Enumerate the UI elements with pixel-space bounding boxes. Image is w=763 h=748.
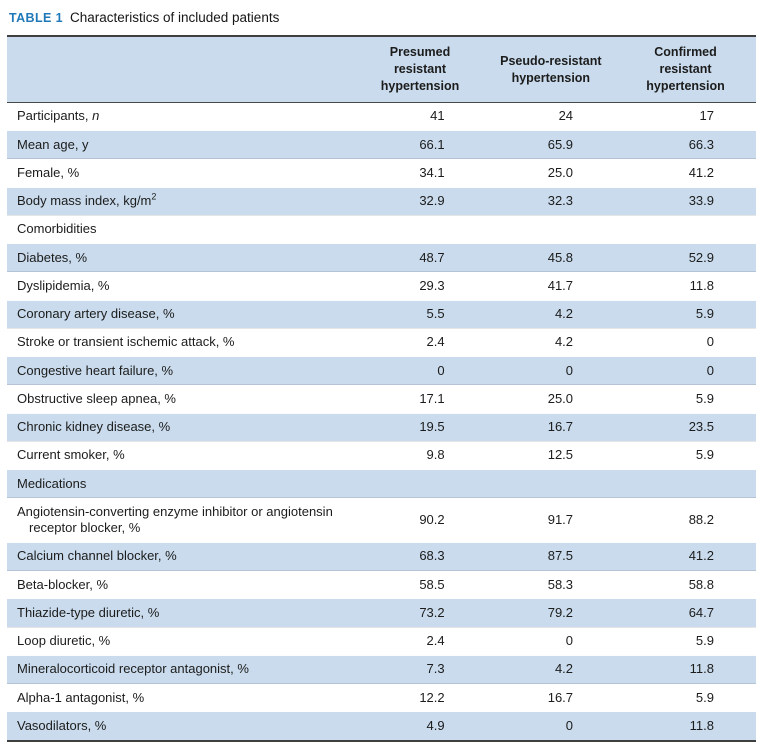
column-header-label: Presumed resistant hypertension	[380, 45, 460, 93]
row-value: 4.9	[353, 712, 486, 741]
row-value: 2.4	[353, 328, 486, 356]
table-row	[7, 655, 756, 683]
column-header-pseudo	[487, 36, 615, 102]
row-value: 32.9	[353, 187, 486, 215]
row-value: 0	[353, 357, 486, 385]
row-value: 5.9	[615, 627, 756, 655]
table-row	[7, 542, 756, 570]
table-number-tag: TABLE 1	[9, 11, 63, 25]
row-value: 33.9	[615, 187, 756, 215]
table-row	[7, 159, 756, 187]
table-row	[7, 300, 756, 328]
table-row	[7, 385, 756, 413]
row-label: Chronic kidney disease, %	[7, 413, 353, 441]
row-value: 0	[615, 357, 756, 385]
row-value: 5.9	[615, 300, 756, 328]
row-value: 29.3	[353, 272, 486, 300]
row-value: 16.7	[487, 684, 615, 712]
row-value: 41.7	[487, 272, 615, 300]
table-row	[7, 187, 756, 215]
row-value: 0	[487, 357, 615, 385]
row-value: 66.1	[353, 131, 486, 159]
row-value: 64.7	[615, 599, 756, 627]
row-label: Body mass index, $kg/m^2$	[7, 187, 353, 215]
table-row	[7, 441, 756, 469]
row-value: 5.9	[615, 441, 756, 469]
row-label: Calcium channel blocker, %	[7, 542, 353, 570]
row-value: 12.2	[353, 684, 486, 712]
table-row	[7, 413, 756, 441]
row-value: 65.9	[487, 131, 615, 159]
table-title-text: Characteristics of included patients	[69, 10, 280, 25]
patients-characteristics-table	[7, 35, 756, 741]
row-value: 4.2	[487, 300, 615, 328]
row-value: 68.3	[353, 542, 486, 570]
row-label: Congestive heart failure, %	[7, 357, 353, 385]
row-value: 41.2	[615, 159, 756, 187]
row-label: Stroke or transient ischemic attack, %	[7, 328, 353, 356]
row-value: 5.9	[615, 385, 756, 413]
row-value: 2.4	[353, 627, 486, 655]
row-label: Angiotensin-converting enzyme inhibitor or angiotensin receptor blocker, %	[7, 498, 353, 543]
row-value: 79.2	[487, 599, 615, 627]
row-value: 11.8	[615, 712, 756, 741]
row-value: 0	[487, 627, 615, 655]
row-label: Alpha-1 antagonist, %	[7, 684, 353, 712]
row-label: Participants, n	[17, 108, 100, 124]
row-value: 52.9	[615, 244, 756, 272]
row-label: Current smoker, %	[7, 441, 353, 469]
section-row	[7, 215, 756, 243]
row-value: 91.7	[487, 498, 615, 543]
row-label: Obstructive sleep apnea, %	[7, 385, 353, 413]
row-value: 66.3	[615, 131, 756, 159]
row-value: 41	[430, 108, 445, 124]
row-value: 17.1	[353, 385, 486, 413]
row-value: 90.2	[353, 498, 486, 543]
row-value: 0	[615, 328, 756, 356]
superscript-label-part: 2	[151, 191, 157, 202]
row-value: 32.3	[487, 187, 615, 215]
row-value: 12.5	[487, 441, 615, 469]
table-header	[7, 36, 756, 102]
row-label: Female, %	[7, 159, 353, 187]
row-value: 25.0	[487, 159, 615, 187]
row-value: 58.3	[487, 571, 615, 599]
row-value: 4.2	[487, 328, 615, 356]
column-header-confirmed	[615, 36, 756, 102]
row-label: Diabetes, %	[7, 244, 353, 272]
table-row	[7, 357, 756, 385]
row-label: Mineralocorticoid receptor antagonist, %	[7, 655, 353, 683]
row-value: 34.1	[353, 159, 486, 187]
row-label: Mean age, y	[7, 131, 353, 159]
table-body	[7, 102, 756, 740]
row-value: 9.8	[353, 441, 486, 469]
table-row	[7, 244, 756, 272]
row-label: Dyslipidemia, %	[7, 272, 353, 300]
row-value: 5.5	[353, 300, 486, 328]
row-value: 5.9	[615, 684, 756, 712]
table-title	[9, 10, 756, 26]
row-value: 41.2	[615, 542, 756, 570]
row-value: 23.5	[615, 413, 756, 441]
header-row	[7, 36, 756, 102]
table-row	[7, 498, 756, 543]
row-value: 25.0	[487, 385, 615, 413]
row-value: 7.3	[353, 655, 486, 683]
row-value: 87.5	[487, 542, 615, 570]
row-value: 19.5	[353, 413, 486, 441]
row-value: 73.2	[353, 599, 486, 627]
column-header-presumed	[353, 36, 486, 102]
table-row	[7, 131, 756, 159]
row-value: 4.2	[487, 655, 615, 683]
table-row	[7, 328, 756, 356]
row-value: 16.7	[487, 413, 615, 441]
row-label: Coronary artery disease, %	[7, 300, 353, 328]
row-value: 0	[487, 712, 615, 741]
table-row	[7, 571, 756, 599]
row-value: 11.8	[615, 272, 756, 300]
italic-label-part: n	[92, 108, 100, 124]
row-label: Loop diuretic, %	[7, 627, 353, 655]
row-value: 58.5	[353, 571, 486, 599]
row-value: 11.8	[615, 655, 756, 683]
row-value: 58.8	[615, 571, 756, 599]
table-row	[7, 712, 756, 741]
table-row	[7, 102, 756, 130]
row-value: 17	[699, 108, 714, 124]
section-label: Medications	[7, 470, 756, 498]
row-value: 45.8	[487, 244, 615, 272]
table-row	[7, 599, 756, 627]
row-value: 88.2	[615, 498, 756, 543]
table-row	[7, 684, 756, 712]
row-label: Vasodilators, %	[7, 712, 353, 741]
row-value: 48.7	[353, 244, 486, 272]
section-row	[7, 470, 756, 498]
column-header-label: Pseudo-resistant hypertension	[500, 53, 602, 85]
table-row	[7, 272, 756, 300]
table-row	[7, 627, 756, 655]
column-header-label: Confirmed resistant hypertension	[646, 45, 725, 93]
row-label: Thiazide-type diuretic, %	[7, 599, 353, 627]
row-value: 24	[558, 108, 574, 124]
section-label: Comorbidities	[7, 215, 756, 243]
corner-cell	[7, 36, 353, 102]
row-label: Beta-blocker, %	[7, 571, 353, 599]
